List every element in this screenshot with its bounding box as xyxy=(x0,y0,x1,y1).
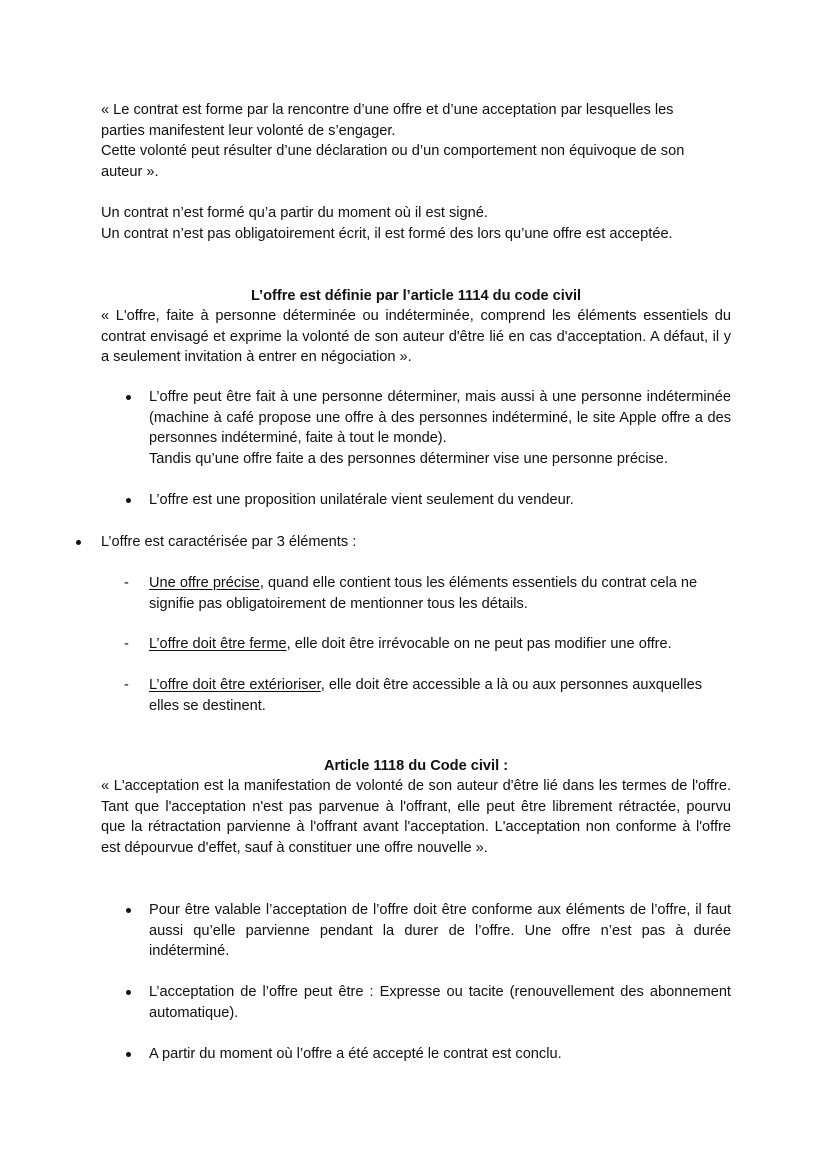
dash-marker: - xyxy=(124,636,129,652)
list-item-text: Pour être valable l’acceptation de l’offre doit être conforme aux éléments de l’offre, il faut aussi qu’elle parvienne pendant la durer de l’offre. Une offre n’est pas à durée indéterminé. xyxy=(149,902,731,960)
element-text xyxy=(149,634,731,655)
dash-marker: - xyxy=(124,677,129,693)
list-item-text: L’offre est une proposition unilatérale vient seulement du vendeur. xyxy=(149,492,574,508)
intro-quote xyxy=(101,100,731,182)
list-item xyxy=(125,1044,731,1065)
list-item xyxy=(125,490,731,511)
bullet-icon xyxy=(126,1052,131,1057)
bullet-icon xyxy=(126,908,131,913)
bullet-icon xyxy=(76,540,81,545)
intro-notes xyxy=(101,203,731,244)
section-heading-offre: L’offre est définie par l’article 1114 du code civil xyxy=(250,288,582,304)
element-rest: , elle doit être accessible a là ou aux personnes auxquelles elles se destinent. xyxy=(149,677,703,714)
list-item-extra: Tandis qu’une offre faite a des personnes déterminer vise une personne précise. xyxy=(149,450,668,467)
list-item-text: L’offre peut être fait à une personne déterminer, mais aussi à une personne indéterminée (machine à café propose une offre à des personnes indéterminé, le site Apple offre a des personnes indéterminé, faite à tout le monde). xyxy=(149,389,731,447)
intro-quote-line: Cette volonté peut résulter d’une déclaration ou d’un comportement non équivoque de son xyxy=(101,143,685,160)
offre-quote: « L'offre, faite à personne déterminée ou indéterminée, comprend les éléments essentiels du contrat envisagé et exprime la volonté de son auteur d'être lié en cas d'acceptation. A défaut, il y a seulement invitation à entrer en négociation ». xyxy=(101,308,731,366)
intro-quote-line: « Le contrat est forme par la rencontre d’une offre et d’une acceptation par lesquelles les xyxy=(101,102,674,118)
intro-quote-line: auteur ». xyxy=(101,163,159,180)
outer-list-item-text: L’offre est caractérisée par 3 éléments : xyxy=(101,534,357,550)
element-item xyxy=(124,573,731,614)
element-underlined: Une offre précise xyxy=(149,575,260,591)
list-item xyxy=(125,387,731,469)
intro-note: Un contrat n’est formé qu’a partir du moment où il est signé. xyxy=(101,205,488,221)
element-rest: , quand elle contient tous les éléments essentiels du contrat cela ne signifie pas obligatoirement de mentionner tous les détails. xyxy=(149,575,698,612)
element-text xyxy=(149,675,731,716)
bullet-icon xyxy=(126,395,131,400)
intro-note: Un contrat n’est pas obligatoirement écrit, il est formé des lors qu’une offre est acceptée. xyxy=(101,225,673,242)
element-underlined: L’offre doit être ferme xyxy=(149,636,287,652)
element-underlined: L’offre doit être extérioriser xyxy=(149,677,321,693)
list-item-text: L’acceptation de l’offre peut être : Expresse ou tacite (renouvellement des abonnement automatique). xyxy=(149,984,731,1021)
bullet-icon xyxy=(126,990,131,995)
section-heading-acceptation: Article 1118 du Code civil : xyxy=(323,758,509,774)
list-item xyxy=(125,900,731,962)
intro-quote-line: parties manifestent leur volonté de s’engager. xyxy=(101,122,396,139)
element-rest: , elle doit être irrévocable on ne peut pas modifier une offre. xyxy=(286,636,672,652)
element-text xyxy=(149,573,731,614)
outer-list-item xyxy=(75,532,731,553)
element-item xyxy=(124,634,731,655)
element-item xyxy=(124,675,731,716)
list-item-text: A partir du moment où l’offre a été accepté le contrat est conclu. xyxy=(149,1046,562,1062)
dash-marker: - xyxy=(124,575,129,591)
bullet-icon xyxy=(126,498,131,503)
acceptation-quote: « L'acceptation est la manifestation de volonté de son auteur d'être lié dans les termes de l'offre. Tant que l'acceptation n'est pas parvenue à l'offrant, elle peut être librement rétractée, pourvu que la rétractation parvienne à l'offrant avant l'acceptation. L'acceptation non conforme à l'offre est dépourvue d'effet, sauf à constituer une offre nouvelle ». xyxy=(101,778,731,856)
list-item xyxy=(125,982,731,1023)
